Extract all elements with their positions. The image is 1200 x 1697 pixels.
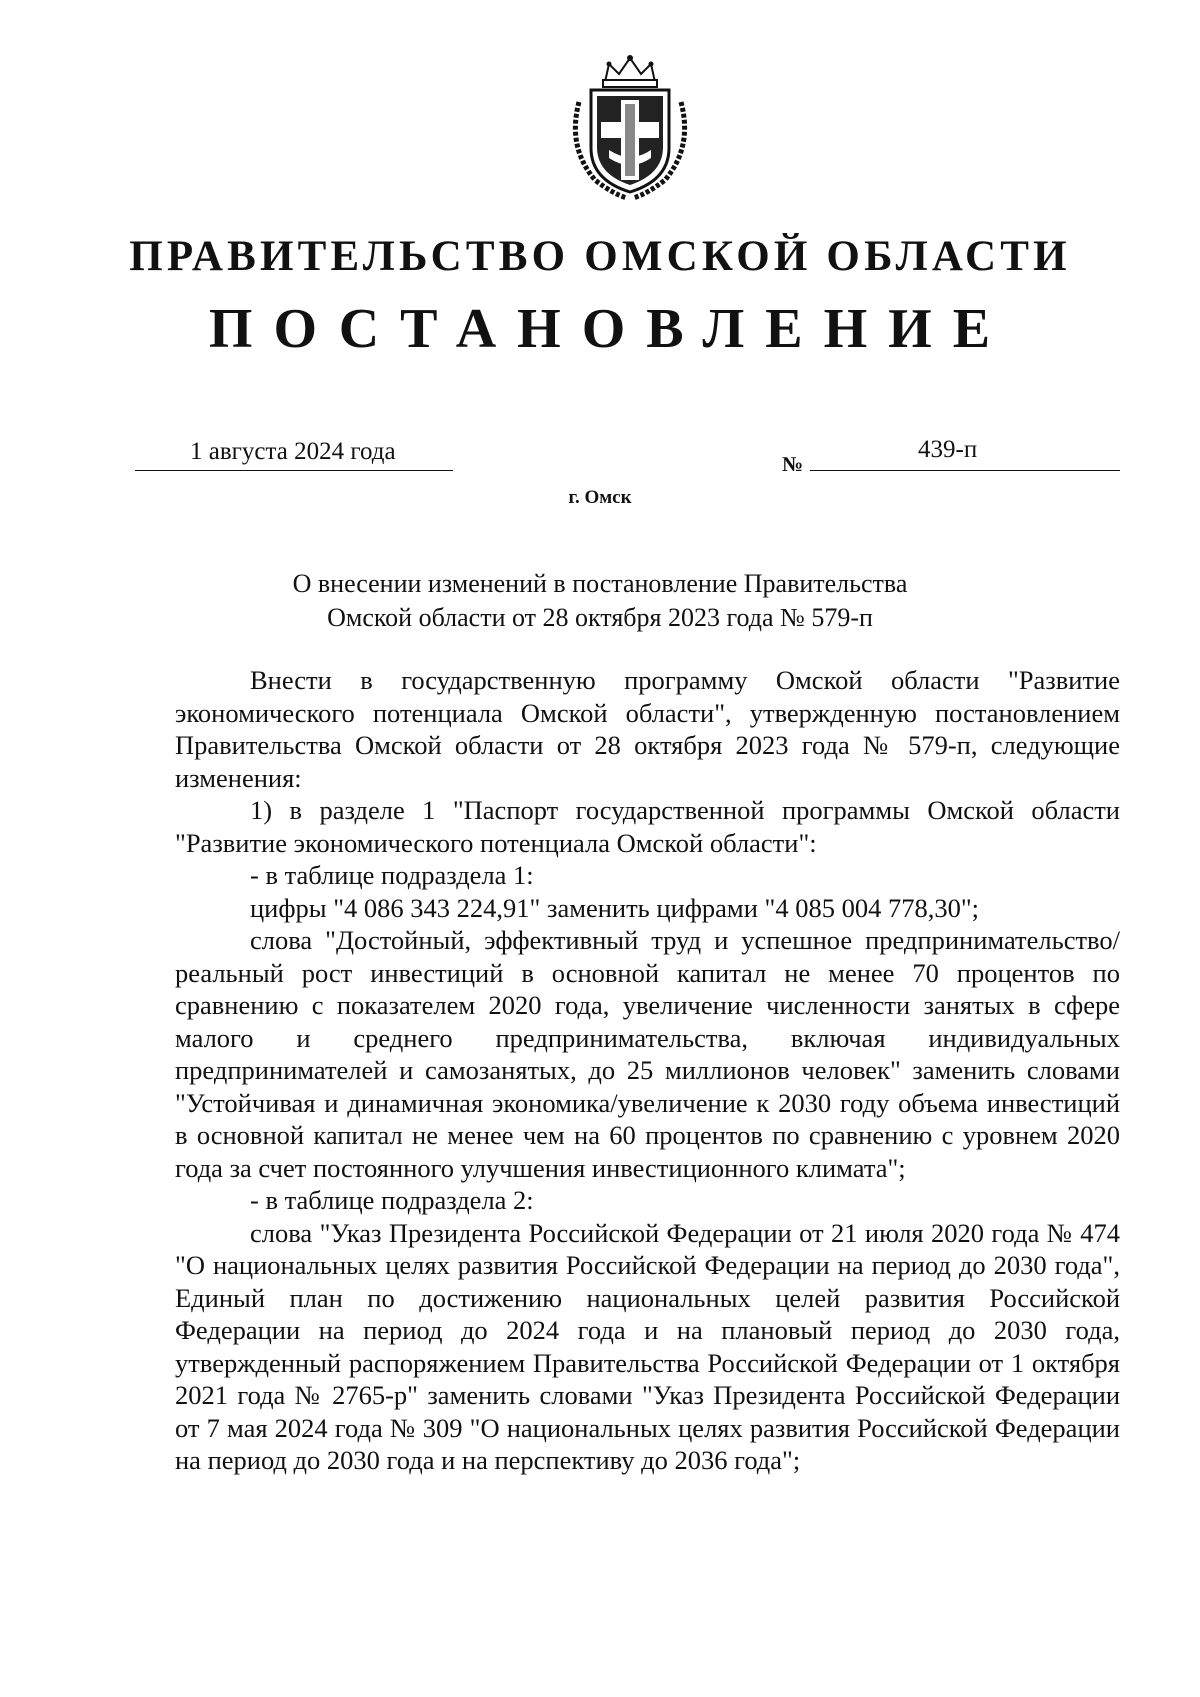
document-date-field [135,438,453,471]
government-title: ПРАВИТЕЛЬСТВО ОМСКОЙ ОБЛАСТИ [129,233,1071,280]
paragraph-figures-change: цифры "4 086 343 224,91" заменить цифрами "4 085 004 778,30"; [250,892,980,923]
document-number: 439-п [918,436,978,463]
paragraph-subsection-2: - в таблице подраздела 2: [250,1185,534,1215]
paragraph-item-1: 1) в разделе 1 "Паспорт государственной программы Омской области "Развитие экономического потенциала Омской области": [175,795,1120,858]
subject-line-2: Омской области от 28 октября 2023 года № 579-п [327,603,873,632]
paragraph-words-change-1: слова "Достойный, эффективный труд и успешное предпринимательство/реальный рост инвестиций в основной капитал не менее 70 процентов по сравнению с показателем 2020 года, увеличение численности занятых в сфере малого и среднего предпринимательства, включая индивидуальных предпринимателей и самозанятых, до 25 миллионов человек" заменить словами "Устойчивая и динамичная экономика/увеличение к 2030 году объема инвестиций в основной капитал не менее чем на 60 процентов по сравнению с уровнем 2020 года за счет постоянного улучшения инвестиционного климата"; [175,925,1120,1183]
city-label: г. Омск [568,487,632,508]
paragraph-subsection-1: - в таблице подраздела 1: [250,860,534,890]
paragraph-words-change-2: слова "Указ Президента Российской Федерации от 21 июля 2020 года № 474 "О национальных целях развития Российской Федерации на период до 2030 года", Единый план по достижению национальных целей развития Российской Федерации на период до 2024 года и на плановый период до 2030 года, утвержденный распоряжением Правительства Российской Федерации от 1 октября 2021 года № 2765-р" заменить словами "Указ Президента Российской Федерации от 7 мая 2024 года № 309 "О национальных целях развития Российской Федерации на период до 2030 года и на перспективу до 2036 года"; [175,1217,1120,1475]
coat-of-arms-icon [565,52,695,200]
subject-line-1: О внесении изменений в постановление Правительства [292,569,908,598]
paragraph-preamble: Внести в государственную программу Омской области "Развитие экономического потенциала Омской области", утвержденную постановлением Правительства Омской области от 28 октября 2023 года № 579-п, следующие изменения: [175,665,1120,793]
document-body [175,664,1120,1477]
document-number-field [810,436,1120,471]
number-sign: № [782,452,804,476]
document-date: 1 августа 2024 года [190,438,396,465]
document-type-heading: ПОСТАНОВЛЕНИЕ [208,298,1012,360]
document-subject [0,567,1200,635]
